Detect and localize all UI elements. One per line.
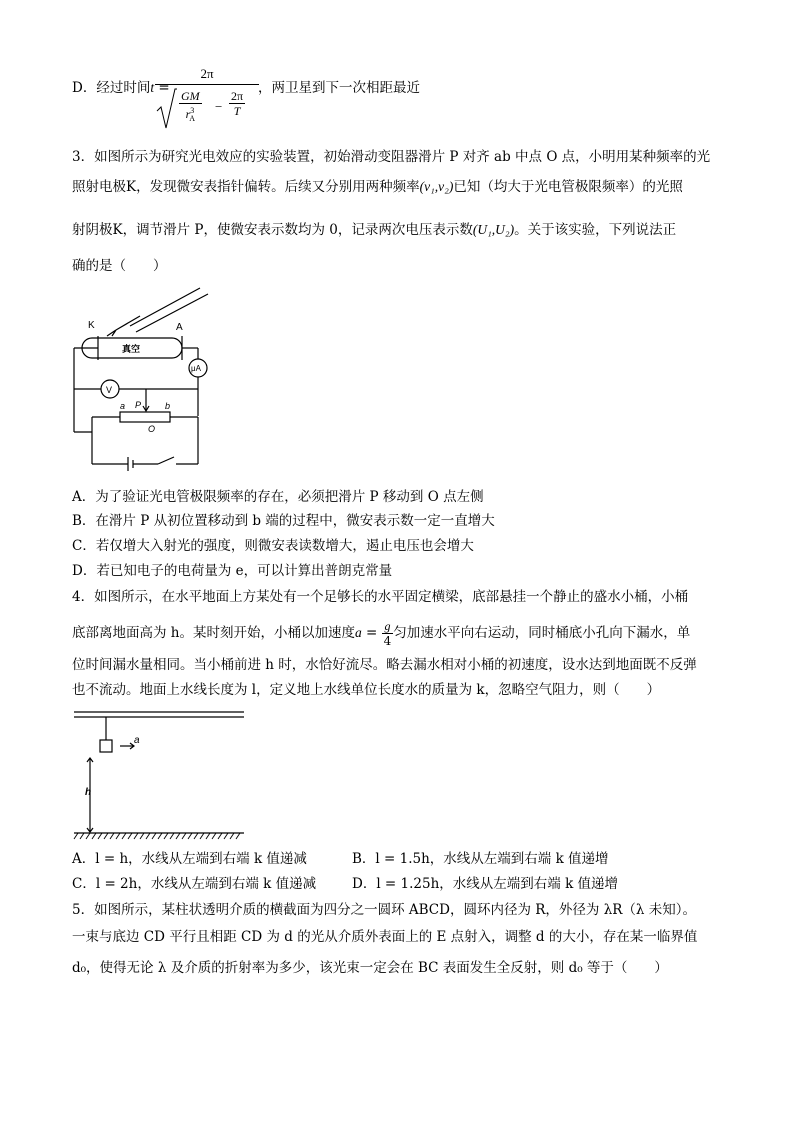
fraction-numerator: 2π	[200, 66, 214, 81]
t-symbol: t	[150, 80, 155, 95]
q2-option-d-label: D．经过时间	[72, 80, 151, 96]
sqrt-sign	[155, 85, 177, 131]
q3-line3	[72, 220, 676, 240]
q3-freqs: (ν₁,ν₂)	[419, 179, 454, 194]
q3-option-b: B．在滑片 P 从初位置移动到 b 端的过程中，微安表示数一定一直增大	[72, 513, 495, 529]
q3-voltages: (U₁,U₂)	[472, 222, 515, 237]
q3-line3a: 射阴极K，调节滑片 P，使微安表示数均为 0，记录两次电压表示数	[72, 222, 473, 238]
q4-line1: 4．如图所示，在水平地面上方某处有一个足够长的水平固定横梁，底部悬挂一个静止的盛水小桶，小桶	[72, 589, 689, 605]
q4-line4: 也不流动。地面上水线长度为 l，定义地上水线单位长度水的质量为 k，忽略空气阻力，则（ ）	[72, 682, 661, 698]
q4-line3: 位时间漏水量相同。当小桶前进 h 时，水恰好流尽。略去漏水相对小桶的初速度，设水达到地面既不反弹	[72, 657, 697, 673]
q2-option-d: D．经过时间t =	[72, 80, 170, 96]
ground-hatching	[74, 833, 240, 839]
accel-num: g	[382, 619, 394, 634]
q3-option-c: C．若仅增大入射光的强度，则微安表读数增大，遏止电压也会增大	[72, 538, 474, 554]
r-subscript: A	[189, 114, 196, 124]
microammeter-label: μA	[191, 364, 201, 373]
label-A: A	[176, 322, 183, 333]
period-T: T	[233, 104, 241, 118]
gm-text: GM	[181, 89, 200, 103]
q4-line2b: 匀加速水平向右运动，同时桶底小孔向下漏水，单	[393, 625, 691, 641]
voltmeter-label: V	[106, 385, 113, 395]
two-pi-over-T	[229, 89, 245, 118]
q4-option-a: A．l = h，水线从左端到右端 k 值递减	[72, 851, 307, 867]
label-vacuum: 真空	[122, 344, 141, 354]
accel-den: 4	[383, 634, 392, 648]
q3-line3c: 。关于该实验，下列说法正	[514, 222, 677, 238]
label-accel: a	[134, 735, 140, 746]
q5-line1: 5．如图所示，某柱状透明介质的横截面为四分之一圆环 ABCD，圆环内径为 R，外径为 λR（λ 未知）。	[72, 902, 697, 918]
q4-line2: 底部离地面高为 h。某时刻开始，小桶以加速度a = $\frac{g}{4}$ 匀加速水平向右运动，同时桶底小孔向下漏水，单	[72, 619, 691, 648]
bucket-figure	[72, 706, 250, 840]
label-a: a	[120, 401, 126, 411]
q3-line2	[72, 177, 683, 197]
q3-option-a: A．为了验证光电管极限频率的存在，必须把滑片 P 移动到 O 点左侧	[72, 489, 484, 505]
label-height: h	[85, 787, 92, 798]
label-b: b	[165, 401, 171, 411]
q5-line3: d₀，使得无论 λ 及介质的折射率为多少，该光束一定会在 BC 表面发生全反射，则 d₀ 等于（ ）	[72, 960, 668, 976]
q5-line2: 一束与底边 CD 平行且相距 CD 为 d 的光从介质外表面上的 E 点射入，调整 d 的大小，存在某一临界值	[72, 929, 698, 945]
q3-line2c: 已知（均大于光电管极限频率）的光照	[453, 179, 683, 195]
q3-line1: 3．如图所示为研究光电效应的实验装置，初始滑动变阻器滑片 P 对齐 ab 中点 O 点，小明用某种频率的光	[72, 149, 711, 165]
q4-option-b: B．l = 1.5h，水线从左端到右端 k 值递增	[352, 851, 609, 867]
q3-line4: 确的是（ ）	[72, 258, 167, 274]
q2-option-d-suffix: ，两卫星到下一次相距最近	[258, 80, 420, 96]
accel-a: a	[355, 625, 362, 640]
label-K: K	[88, 320, 95, 331]
q3-line2a: 照射电极K，发现微安表指针偏转。后续又分别用两种频率	[72, 179, 420, 195]
accel-fraction	[382, 619, 394, 648]
label-P: P	[135, 400, 142, 410]
gm-fraction: $\frac{GM}{r^3_A}$	[181, 89, 200, 124]
q4-line2a: 底部离地面高为 h。某时刻开始，小桶以加速度	[72, 625, 355, 641]
q4-option-c: C．l = 2h，水线从左端到右端 k 值递减	[72, 876, 317, 892]
q4-option-d: D．l = 1.25h，水线从左端到右端 k 值递增	[352, 876, 619, 892]
q2-time-fraction: 2π $\frac{GM}{r^3_A}$ − $\frac{2\pi}{T}$	[155, 66, 259, 131]
q3-option-d: D．若已知电子的电荷量为 e，可以计算出普朗克常量	[72, 563, 393, 579]
two-pi: 2π	[231, 89, 244, 103]
photoelectric-circuit-figure	[70, 286, 220, 472]
label-O: O	[148, 424, 156, 434]
